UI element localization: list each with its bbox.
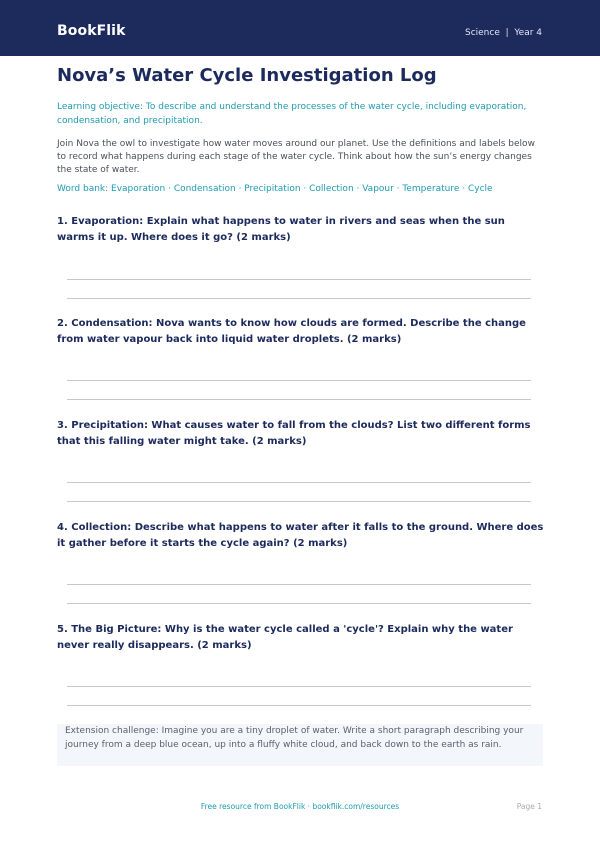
answer-line[interactable] [67, 686, 531, 687]
subject-label: Science | Year 4 [464, 28, 542, 38]
answer-line[interactable] [67, 399, 531, 400]
answer-line[interactable] [67, 380, 531, 381]
page-title: Nova’s Water Cycle Investigation Log [57, 65, 437, 86]
answer-line[interactable] [67, 705, 531, 706]
intro-paragraph: Join Nova the owl to investigate how water moves around our planet. Use the definitions and labels below to record what happens during each stage of the water cycle. Think about how the sun’s energy changes the state of water. [57, 139, 535, 176]
question-4: 4. Collection: Describe what happens to water after it falls to the ground. Where does it gather before it starts the cycle again? (2 marks) [57, 522, 544, 549]
question-3: 3. Precipitation: What causes water to fall from the clouds? List two different forms that this falling water might take. (2 marks) [57, 420, 531, 447]
answer-line[interactable] [67, 482, 531, 483]
question-5: 5. The Big Picture: Why is the water cycle called a 'cycle'? Explain why the water never really disappears. (2 marks) [57, 624, 513, 651]
word-bank: Word bank: Evaporation · Condensation · Precipitation · Collection · Vapour · Temperature · Cycle [57, 184, 493, 194]
answer-line[interactable] [67, 603, 531, 604]
answer-line[interactable] [67, 298, 531, 299]
answer-line[interactable] [67, 501, 531, 502]
header-bar [0, 0, 600, 56]
learning-objective: Learning objective: To describe and understand the processes of the water cycle, including evaporation, condensation, and precipitation. [57, 102, 527, 126]
answer-line[interactable] [67, 584, 531, 585]
question-2: 2. Condensation: Nova wants to know how clouds are formed. Describe the change from water vapour back into liquid water droplets. (2 marks) [57, 318, 526, 345]
footer-source: Free resource from BookFlik · bookflik.com/resources [200, 802, 400, 811]
question-1: 1. Evaporation: Explain what happens to water in rivers and seas when the sun warms it up. Where does it go? (2 marks) [57, 216, 505, 243]
page-number: Page 1 [516, 802, 542, 811]
brand-logo: BookFlik [57, 23, 126, 39]
extension-challenge: Extension challenge: Imagine you are a tiny droplet of water. Write a short paragraph describing your journey from a deep blue ocean, up into a fluffy white cloud, and back down to the earth as rain. [65, 726, 524, 750]
answer-line[interactable] [67, 279, 531, 280]
extension-box [57, 724, 543, 766]
